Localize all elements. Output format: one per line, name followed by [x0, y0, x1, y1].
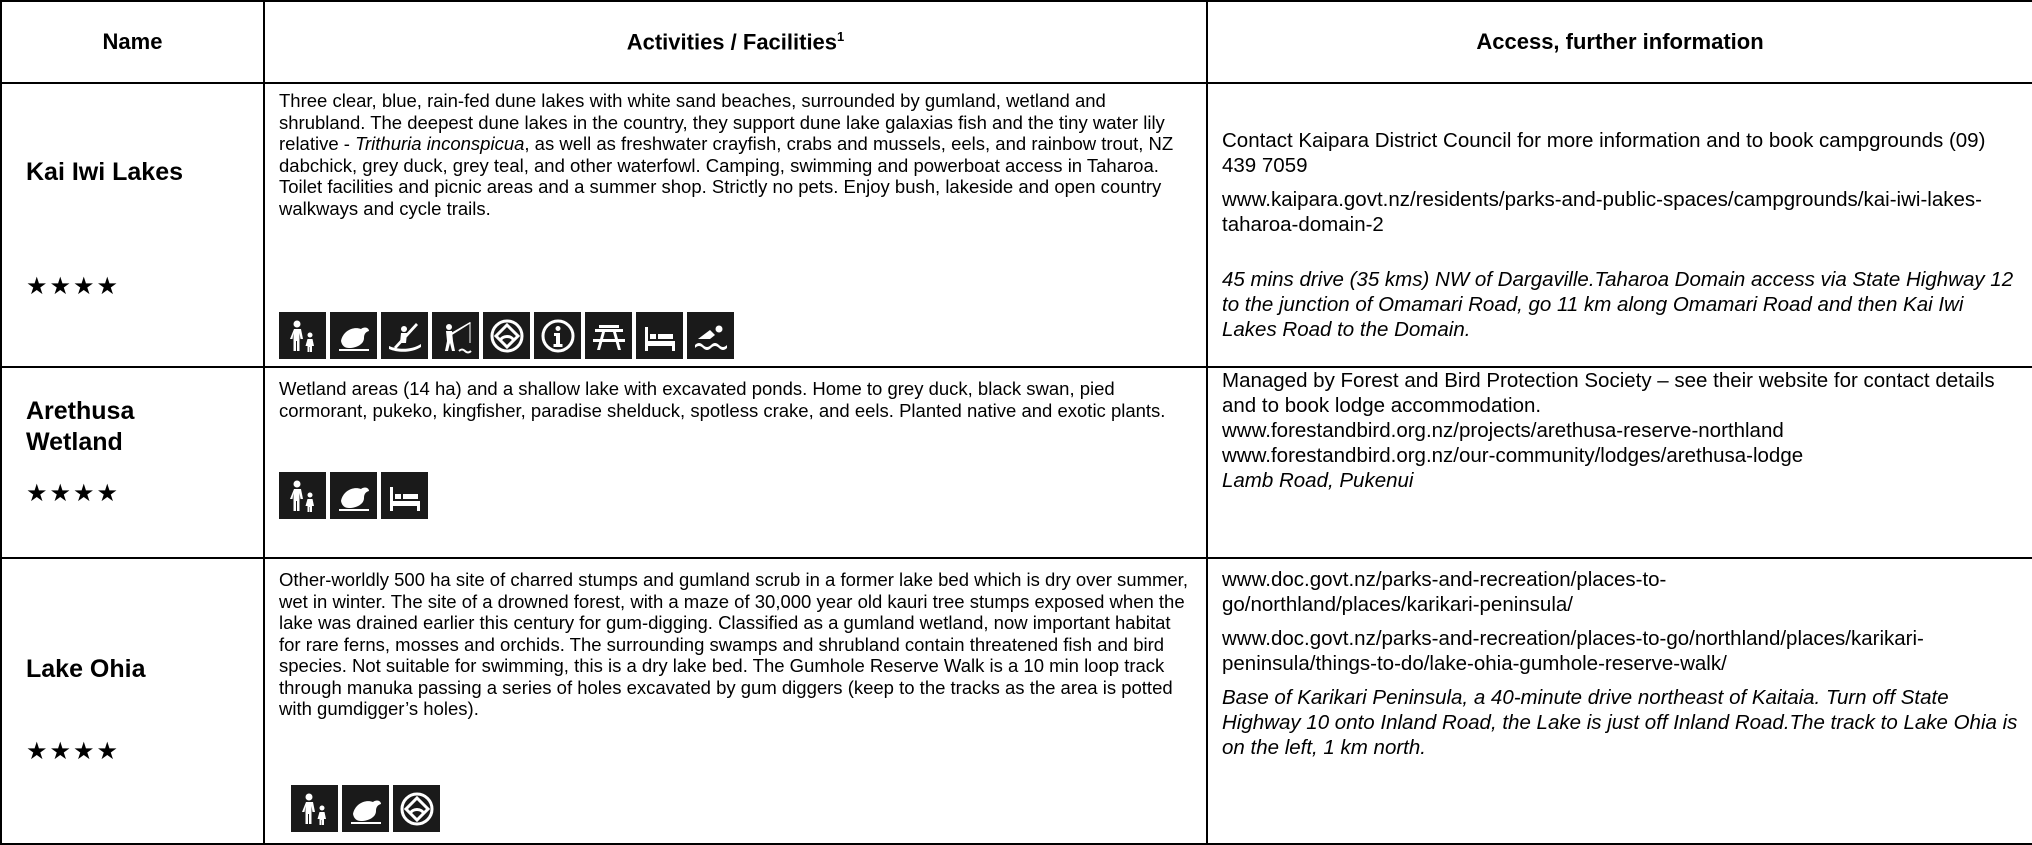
activities-cell [264, 83, 1207, 367]
site-name: Kai Iwi Lakes [26, 158, 184, 186]
access-cell [1207, 558, 2032, 844]
access-cell [1207, 83, 2032, 367]
facility-icons [291, 785, 440, 832]
header-name-label: Name [102, 29, 163, 54]
access-contact: Managed by Forest and Bird Protection Society – see their website for contact details and to book lodge accommodation. [1222, 369, 1995, 417]
header-row [1, 1, 2032, 83]
star-rating: ★★★★ [26, 273, 121, 300]
header-name [1, 1, 264, 83]
table-row [1, 367, 2032, 558]
walking-icon [279, 312, 326, 359]
header-access [1207, 1, 2032, 83]
star-rating: ★★★★ [26, 480, 121, 507]
site-name: Lake Ohia [26, 655, 146, 683]
access-contact: Contact Kaipara District Council for more information and to book campgrounds (09) 439 7059 [1222, 129, 1986, 177]
bed-icon [381, 472, 428, 519]
heritage-icon [393, 785, 440, 832]
walking-icon [279, 472, 326, 519]
access-directions: Base of Karikari Peninsula, a 40-minute drive northeast of Kaitaia. Turn off State Highway 10 onto Inland Road, the Lake is just off Inland Road.The track to Lake Ohia is on the left, 1 km north. [1222, 686, 2018, 759]
description-text: Three clear, blue, rain-fed dune lakes with white sand beaches, surrounded by gumland, wetland and shrubland. The deepest dune lakes in the country, they support dune lake galaxias fish and the tiny water lily relative - [279, 90, 1165, 154]
table-row [1, 83, 2032, 367]
table-row [1, 558, 2032, 844]
picnic-icon [585, 312, 632, 359]
bird-icon [342, 785, 389, 832]
site-description [279, 90, 1192, 219]
access-link[interactable]: www.forestandbird.org.nz/our-community/lodges/arethusa-lodge [1222, 444, 1804, 467]
activities-cell [264, 367, 1207, 558]
name-cell [1, 367, 264, 558]
name-cell [1, 558, 264, 844]
star-rating: ★★★★ [26, 738, 121, 765]
facility-icons [279, 312, 734, 359]
access-link[interactable]: www.kaipara.govt.nz/residents/parks-and-public-spaces/campgrounds/kai-iwi-lakes-taharoa-domain-2 [1222, 188, 1982, 236]
header-access-label: Access, further information [1476, 29, 1764, 54]
access-directions: 45 mins drive (35 kms) NW of Dargaville.Taharoa Domain access via State Highway 12 to the junction of Omamari Road, go 11 km along Omamari Road and then Kai Iwi Lakes Road to the Domain. [1222, 268, 2014, 341]
access-link[interactable]: www.doc.govt.nz/parks-and-recreation/places-to-go/northland/places/karikari-peninsula/ [1222, 568, 1667, 616]
name-cell [1, 83, 264, 367]
swimming-icon [687, 312, 734, 359]
site-description: Other-worldly 500 ha site of charred stumps and gumland scrub in a former lake bed which is dry over summer, wet in winter. The site of a drowned forest, with a maze of 30,000 year old kauri tree stumps exposed when the lake was drained earlier this century for gum-digging. Classified as a gumland wetland, now important habitat for rare ferns, mosses and orchids. The surrounding swamps and shrubland contain threatened fish and bird species. Not suitable for swimming, this is a dry lake bed. The Gumhole Reserve Walk is a 10 min loop track through manuka passing a series of holes excavated by gum diggers (keep to the tracks as the area is potted with gumdigger’s holes). [279, 569, 1188, 719]
bird-icon [330, 472, 377, 519]
species-name: Trithuria inconspicua [355, 133, 525, 154]
walking-icon [291, 785, 338, 832]
access-cell [1207, 367, 2032, 558]
description-text-cont: , as well as freshwater crayfish, crabs and mussels, eels, and rainbow trout, NZ dabchick, grey duck, grey teal, and other waterfowl. Camping, swimming and powerboat access in Taharoa. Toilet facilities and picnic areas and a summer shop. Strictly no pets. Enjoy bush, lakeside and open country walkways and cycle trails. [279, 133, 1174, 219]
bed-icon [636, 312, 683, 359]
info-icon [534, 312, 581, 359]
heritage-icon [483, 312, 530, 359]
access-directions: Lamb Road, Pukenui [1222, 469, 1414, 492]
access-link[interactable]: www.forestandbird.org.nz/projects/arethusa-reserve-northland [1222, 419, 1784, 442]
header-activities [264, 1, 1207, 83]
access-link[interactable]: www.doc.govt.nz/parks-and-recreation/places-to-go/northland/places/karikari-peninsula/things-to-do/lake-ohia-gumhole-reserve-walk/ [1222, 627, 1924, 675]
header-activities-label: Activities / Facilities [626, 29, 838, 55]
activities-cell [264, 558, 1207, 844]
facility-icons [279, 472, 428, 519]
footnote-marker: 1 [837, 28, 845, 44]
site-description: Wetland areas (14 ha) and a shallow lake with excavated ponds. Home to grey duck, black swan, pied cormorant, pukeko, kingfisher, paradise shelduck, spotless crake, and eels. Planted native and exotic plants. [279, 378, 1166, 421]
bird-icon [330, 312, 377, 359]
site-name: Arethusa Wetland [26, 397, 135, 456]
fishing-icon [432, 312, 479, 359]
kayak-icon [381, 312, 428, 359]
